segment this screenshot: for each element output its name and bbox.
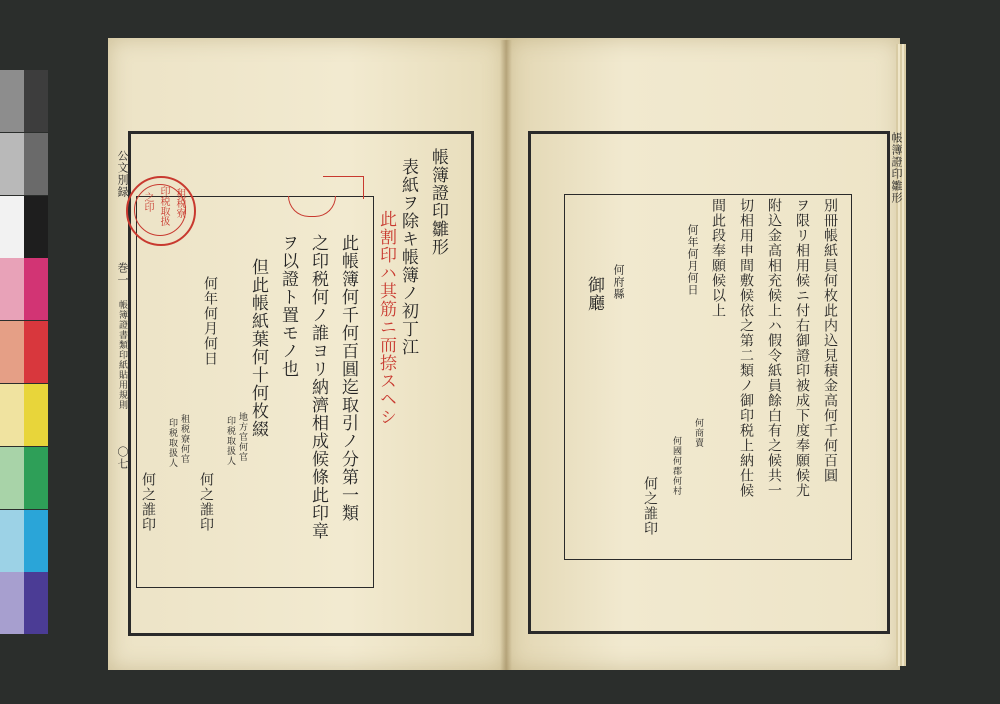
seal-text-2: 印税取扱	[158, 186, 169, 226]
book-gutter	[500, 40, 512, 670]
seal-text-1: 租税寮	[174, 188, 185, 218]
body-line-4: 但此帳紙葉何十何枚綴	[248, 258, 268, 438]
margin-description: 帳簿證書類印紙貼用規則	[117, 300, 127, 410]
page-title: 帳簿證印雛形	[428, 148, 448, 256]
request-line-1: 別冊帳紙員何枚此内込見積金高何千何百圓	[822, 198, 838, 483]
body-line-2: 之印税何ノ誰ヨリ納濟相成候條此印章	[308, 234, 328, 540]
applicant-name: 何之誰印	[642, 476, 658, 536]
official-1-name: 何之誰印	[140, 472, 156, 532]
addressee-prefecture: 何府縣	[612, 264, 625, 300]
right-margin-title: 帳簿證印雛形	[890, 132, 903, 204]
color-patch	[24, 321, 48, 383]
request-line-3: 附込金高相充候上ハ假令紙員餘白有之候共一	[766, 198, 782, 498]
color-patch	[24, 572, 48, 634]
color-patch	[0, 447, 24, 509]
color-patch	[0, 133, 24, 195]
red-seal	[126, 176, 196, 246]
color-patch	[0, 510, 24, 572]
request-line-4: 切相用申間敷候依之第二類ノ御印税上納仕候	[738, 198, 754, 498]
color-checker	[0, 70, 48, 636]
color-patch	[0, 321, 24, 383]
official-2-name: 何之誰印	[198, 472, 214, 532]
official-2-role: 地方官何官	[237, 412, 247, 462]
official-1-role2: 印税取扱人	[167, 418, 177, 468]
addressee: 御廳	[584, 276, 604, 312]
margin-chapter: 巻一	[116, 262, 129, 286]
color-patch	[24, 447, 48, 509]
body-line-1: 此帳簿何千何百圓迄取引ノ分第一類	[338, 234, 358, 522]
applicant-line-2: 何商賣	[693, 418, 703, 448]
red-instruction: 此割印ハ其筋ニ而捺スヘシ	[376, 210, 396, 426]
color-patch	[24, 196, 48, 258]
color-patch	[24, 384, 48, 446]
color-patch	[0, 572, 24, 634]
color-patch	[0, 258, 24, 320]
body-line-3: ヲ以證ト置モノ也	[278, 234, 298, 378]
seal-text-3: 之印	[142, 192, 153, 212]
official-2-role2: 印税取扱人	[225, 416, 235, 466]
request-line-2: ヲ限リ相用候ニ付右御證印被成下度奉願候尤	[794, 198, 810, 498]
right-date: 何年何月何日	[686, 224, 699, 296]
color-patch	[24, 258, 48, 320]
official-1-role: 租税寮何官	[179, 414, 189, 464]
margin-title: 公文別録	[116, 150, 129, 198]
color-patch	[0, 196, 24, 258]
applicant-line-1: 何國何郡何村	[671, 436, 681, 496]
cover-note: 表紙ヲ除キ帳簿ノ初丁江	[398, 158, 418, 356]
color-patch	[24, 70, 48, 132]
left-date: 何年何月何日	[202, 276, 218, 366]
folio-number: 〇七	[116, 446, 129, 470]
color-patch	[24, 133, 48, 195]
color-patch	[0, 70, 24, 132]
color-patch	[24, 510, 48, 572]
color-patch	[0, 384, 24, 446]
request-line-5: 間此段奉願候以上	[710, 198, 726, 318]
